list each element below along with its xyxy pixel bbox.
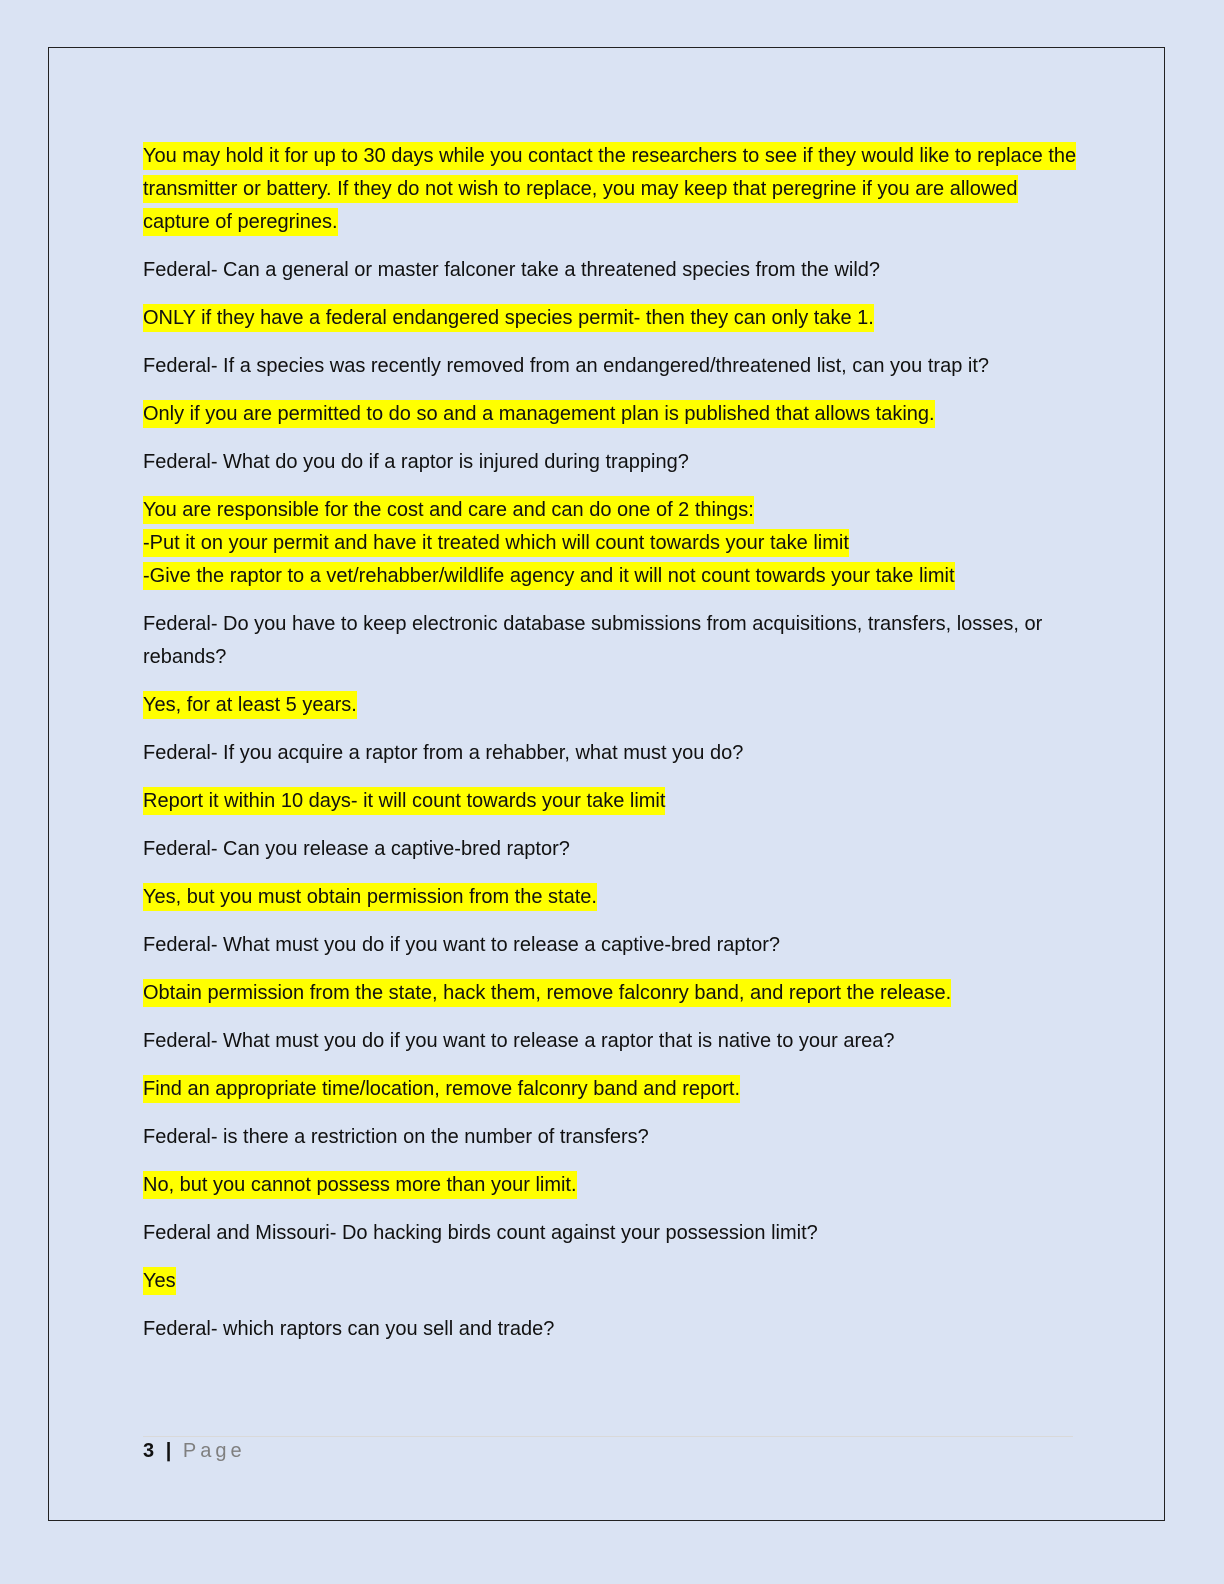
question-paragraph [143,350,1083,383]
question-paragraph [143,833,1083,866]
question-text: Federal and Missouri- Do hacking birds count against your possession limit? [143,1222,818,1244]
answer-text: -Give the raptor to a vet/rehabber/wildlife agency and it will not count towards your take limit [143,562,955,590]
question-paragraph [143,737,1083,770]
footer-rule [143,1436,1073,1437]
question-paragraph [143,929,1083,962]
answer-text: You are responsible for the cost and care and can do one of 2 things: [143,496,754,524]
page-label: Page [182,1440,246,1462]
question-paragraph [143,446,1083,479]
answer-text: Yes [143,1267,176,1295]
document-body [143,140,1083,1361]
question-paragraph [143,1121,1083,1154]
answer-paragraph [143,881,1083,914]
answer-paragraph [143,1073,1083,1106]
answer-paragraph [143,398,1083,431]
question-text: Federal- Can you release a captive-bred raptor? [143,838,570,860]
question-text: Federal- What must you do if you want to release a captive-bred raptor? [143,934,780,956]
answer-text: You may hold it for up to 30 days while you contact the researchers to see if they would like to replace the transmitter or battery. If they do not wish to replace, you may keep that peregrine if you are allowed capture of peregrines. [143,142,1076,236]
question-text: Federal- Do you have to keep electronic database submissions from acquisitions, transfers, losses, or rebands? [143,613,1043,668]
question-text: Federal- Can a general or master falconer take a threatened species from the wild? [143,259,881,281]
answer-text: Only if you are permitted to do so and a management plan is published that allows taking. [143,400,935,428]
page-footer [143,1440,246,1463]
answer-paragraph [143,1169,1083,1202]
question-text: Federal- which raptors can you sell and trade? [143,1318,555,1340]
question-text: Federal- If a species was recently removed from an endangered/threatened list, can you trap it? [143,355,990,377]
question-paragraph [143,1025,1083,1058]
answer-paragraph [143,140,1083,239]
answer-paragraph [143,494,1083,593]
answer-paragraph [143,785,1083,818]
page-number: 3 [143,1440,155,1462]
answer-text: No, but you cannot possess more than your limit. [143,1171,577,1199]
answer-text: Find an appropriate time/location, remove falconry band and report. [143,1075,740,1103]
answer-text: ONLY if they have a federal endangered species permit- then they can only take 1. [143,304,874,332]
answer-text: Yes, for at least 5 years. [143,691,357,719]
question-paragraph [143,1217,1083,1250]
answer-paragraph [143,1265,1083,1298]
answer-text: Report it within 10 days- it will count towards your take limit [143,787,665,815]
question-paragraph [143,254,1083,287]
footer-separator: | [165,1440,172,1462]
question-text: Federal- What do you do if a raptor is injured during trapping? [143,451,689,473]
answer-paragraph [143,689,1083,722]
question-paragraph [143,1313,1083,1346]
answer-text: Obtain permission from the state, hack them, remove falconry band, and report the release. [143,979,951,1007]
question-text: Federal- If you acquire a raptor from a rehabber, what must you do? [143,742,744,764]
answer-paragraph [143,977,1083,1010]
answer-text: Yes, but you must obtain permission from the state. [143,883,597,911]
question-text: Federal- is there a restriction on the number of transfers? [143,1126,649,1148]
question-paragraph [143,608,1083,674]
answer-text: -Put it on your permit and have it treated which will count towards your take limit [143,529,849,557]
answer-paragraph [143,302,1083,335]
question-text: Federal- What must you do if you want to release a raptor that is native to your area? [143,1030,895,1052]
